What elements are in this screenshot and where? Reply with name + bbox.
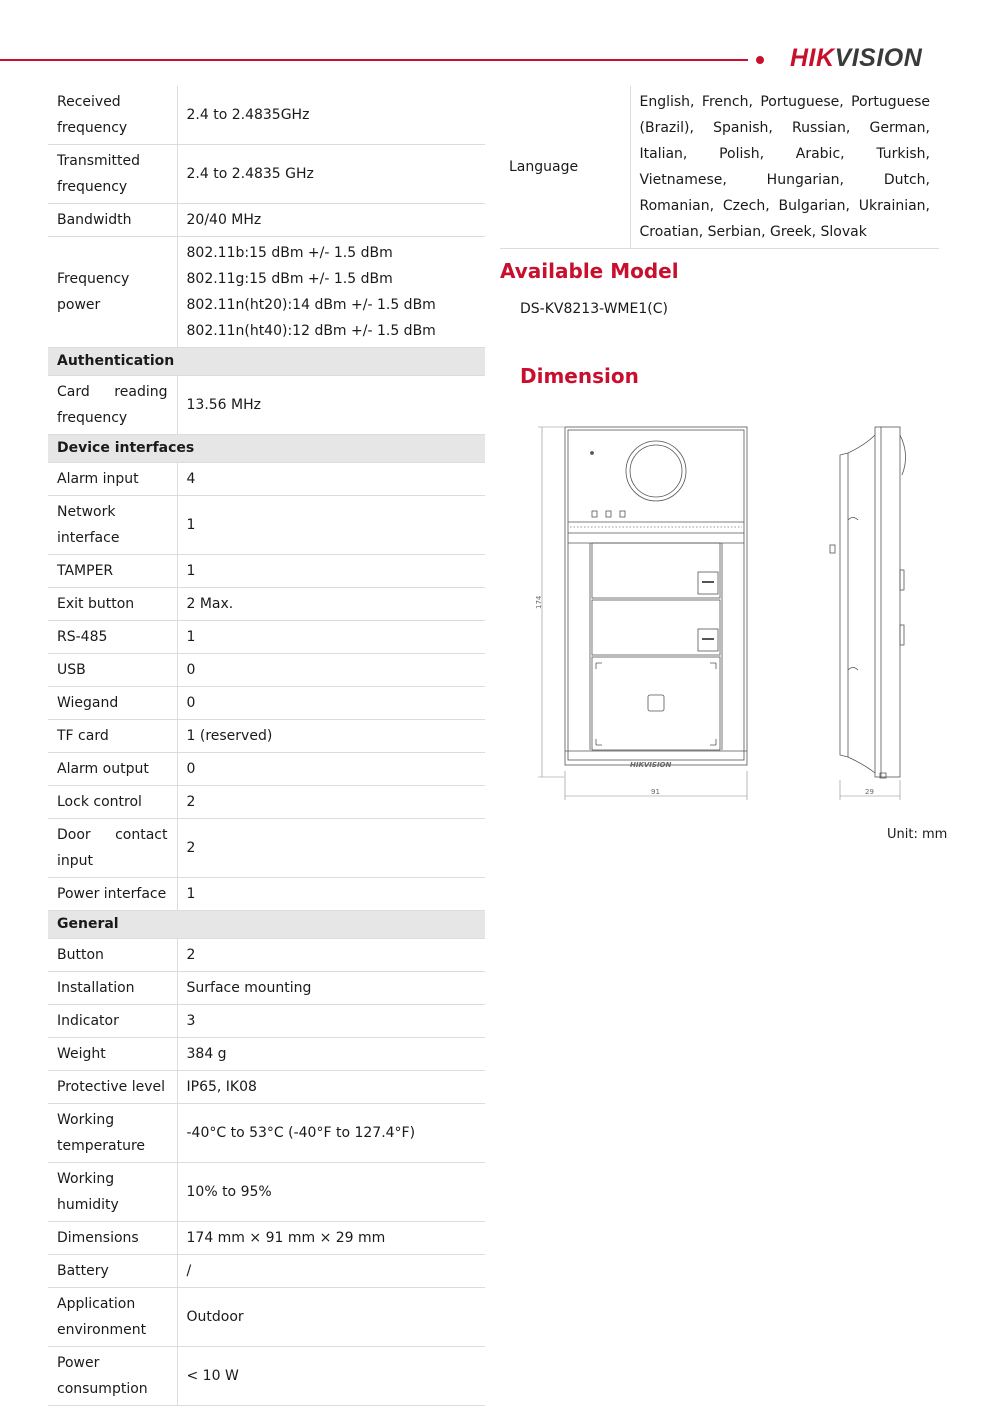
spec-row-working-temperature — [48, 1104, 485, 1163]
spec-key: Transmitted frequency — [48, 145, 177, 204]
spec-row-rs-485 — [48, 621, 485, 654]
spec-row-working-humidity — [48, 1163, 485, 1222]
side-view — [830, 427, 906, 778]
spec-value: < 10 W — [177, 1347, 485, 1406]
spec-row-exit-button — [48, 588, 485, 621]
spec-row-frequency-power — [48, 237, 485, 348]
spec-value: 2 — [177, 786, 485, 819]
spec-key: Bandwidth — [48, 204, 177, 237]
spec-row-application-environment — [48, 1288, 485, 1347]
spec-value: 13.56 MHz — [177, 376, 485, 435]
spec-value: IP65, IK08 — [177, 1071, 485, 1104]
spec-row-power-interface — [48, 878, 485, 911]
spec-row-transmitted-frequency — [48, 145, 485, 204]
spec-value: 4 — [177, 463, 485, 496]
spec-value-line: 802.11b:15 dBm +/- 1.5 dBm — [186, 245, 393, 261]
spec-key: Wiegand — [48, 687, 177, 720]
panel-brand-text: HIKVISION — [630, 761, 672, 769]
spec-row-received-frequency — [48, 86, 485, 145]
spec-value: 384 g — [177, 1038, 485, 1071]
spec-value: 0 — [177, 687, 485, 720]
spec-key: Battery — [48, 1255, 177, 1288]
spec-row-wiegand — [48, 687, 485, 720]
front-view — [565, 427, 747, 765]
spec-value-line: 802.11n(ht40):12 dBm +/- 1.5 dBm — [186, 323, 436, 339]
spec-row-bandwidth — [48, 204, 485, 237]
spec-key: Weight — [48, 1038, 177, 1071]
hikvision-logo — [790, 44, 922, 73]
spec-key: Indicator — [48, 1005, 177, 1038]
spec-key: Dimensions — [48, 1222, 177, 1255]
spec-value: 2 — [177, 819, 485, 878]
spec-key: Working humidity — [48, 1163, 177, 1222]
spec-value: 2.4 to 2.4835 GHz — [177, 145, 485, 204]
spec-key: USB — [48, 654, 177, 687]
section-header-general — [48, 911, 485, 939]
spec-value: 0 — [177, 753, 485, 786]
spec-row-dimensions — [48, 1222, 485, 1255]
spec-key: Received frequency — [48, 86, 177, 145]
available-model-title: Available Model — [500, 259, 679, 283]
spec-row-tf-card — [48, 720, 485, 753]
spec-key: Frequency power — [48, 237, 177, 348]
spec-row-card-reading-frequency — [48, 376, 485, 435]
spec-table-right — [500, 86, 939, 249]
spec-key: Card reading frequency — [48, 376, 177, 435]
spec-row-alarm-output — [48, 753, 485, 786]
spec-value: Surface mounting — [177, 972, 485, 1005]
spec-key: Exit button — [48, 588, 177, 621]
spec-row-alarm-input — [48, 463, 485, 496]
height-label: 174 — [535, 595, 543, 609]
spec-value: 1 — [177, 621, 485, 654]
section-header-device-interfaces — [48, 435, 485, 463]
section-title: Authentication — [48, 348, 485, 376]
spec-row-language — [500, 86, 939, 249]
spec-value: 2 Max. — [177, 588, 485, 621]
width-label: 91 — [651, 788, 660, 796]
spec-key: Alarm input — [48, 463, 177, 496]
spec-value: 174 mm × 91 mm × 29 mm — [177, 1222, 485, 1255]
spec-row-weight — [48, 1038, 485, 1071]
spec-key: Application environment — [48, 1288, 177, 1347]
spec-key: Protective level — [48, 1071, 177, 1104]
logo-hik: HIK — [790, 44, 835, 72]
spec-value: 2.4 to 2.4835GHz — [177, 86, 485, 145]
spec-value: / — [177, 1255, 485, 1288]
spec-value: 2 — [177, 939, 485, 972]
unit-label: Unit: mm — [887, 827, 948, 842]
spec-row-usb — [48, 654, 485, 687]
spec-key: Door contact input — [48, 819, 177, 878]
spec-value: Outdoor — [177, 1288, 485, 1347]
section-header-authentication — [48, 348, 485, 376]
spec-value: 3 — [177, 1005, 485, 1038]
spec-row-button — [48, 939, 485, 972]
spec-value: 1 — [177, 496, 485, 555]
spec-row-indicator — [48, 1005, 485, 1038]
spec-key: Alarm output — [48, 753, 177, 786]
spec-key: Power interface — [48, 878, 177, 911]
spec-key: RS-485 — [48, 621, 177, 654]
logo-vision: VISION — [834, 44, 923, 72]
spec-value — [177, 237, 485, 348]
spec-value: 10% to 95% — [177, 1163, 485, 1222]
spec-key: Power consumption — [48, 1347, 177, 1406]
spec-value: 1 — [177, 878, 485, 911]
spec-row-battery — [48, 1255, 485, 1288]
spec-value: English, French, Portuguese, Portuguese (Brazil), Spanish, Russian, German, Italian, Polish, Arabic, Turkish, Vietnamese, Hungarian, Dutch, Romanian, Czech, Bulgarian, Ukrainian, Croatian, Serbian, Greek, Slovak — [630, 86, 939, 249]
section-title: General — [48, 911, 485, 939]
spec-value: -40°C to 53°C (-40°F to 127.4°F) — [177, 1104, 485, 1163]
spec-table-left — [48, 86, 485, 1406]
spec-value: 20/40 MHz — [177, 204, 485, 237]
dimension-drawing — [530, 415, 950, 810]
header-red-dot — [756, 56, 764, 64]
spec-key: Network interface — [48, 496, 177, 555]
header-red-line — [0, 59, 748, 61]
spec-value: 1 (reserved) — [177, 720, 485, 753]
section-title: Device interfaces — [48, 435, 485, 463]
depth-label: 29 — [865, 788, 874, 796]
spec-row-protective-level — [48, 1071, 485, 1104]
spec-key: Installation — [48, 972, 177, 1005]
spec-row-power-consumption — [48, 1347, 485, 1406]
spec-row-tamper — [48, 555, 485, 588]
side-outline — [875, 427, 900, 777]
spec-row-lock-control — [48, 786, 485, 819]
spec-key: Language — [500, 86, 630, 249]
spec-key: TAMPER — [48, 555, 177, 588]
spec-value-line: 802.11g:15 dBm +/- 1.5 dBm — [186, 271, 393, 287]
spec-value: 1 — [177, 555, 485, 588]
spec-row-network-interface — [48, 496, 485, 555]
spec-value: 0 — [177, 654, 485, 687]
spec-key: Working temperature — [48, 1104, 177, 1163]
spec-row-installation — [48, 972, 485, 1005]
spec-key: TF card — [48, 720, 177, 753]
model-number: DS-KV8213-WME1(C) — [520, 301, 668, 317]
spec-key: Lock control — [48, 786, 177, 819]
spec-value-line: 802.11n(ht20):14 dBm +/- 1.5 dBm — [186, 297, 436, 313]
spec-key: Button — [48, 939, 177, 972]
spec-row-door-contact-input — [48, 819, 485, 878]
dimension-title: Dimension — [520, 364, 639, 388]
